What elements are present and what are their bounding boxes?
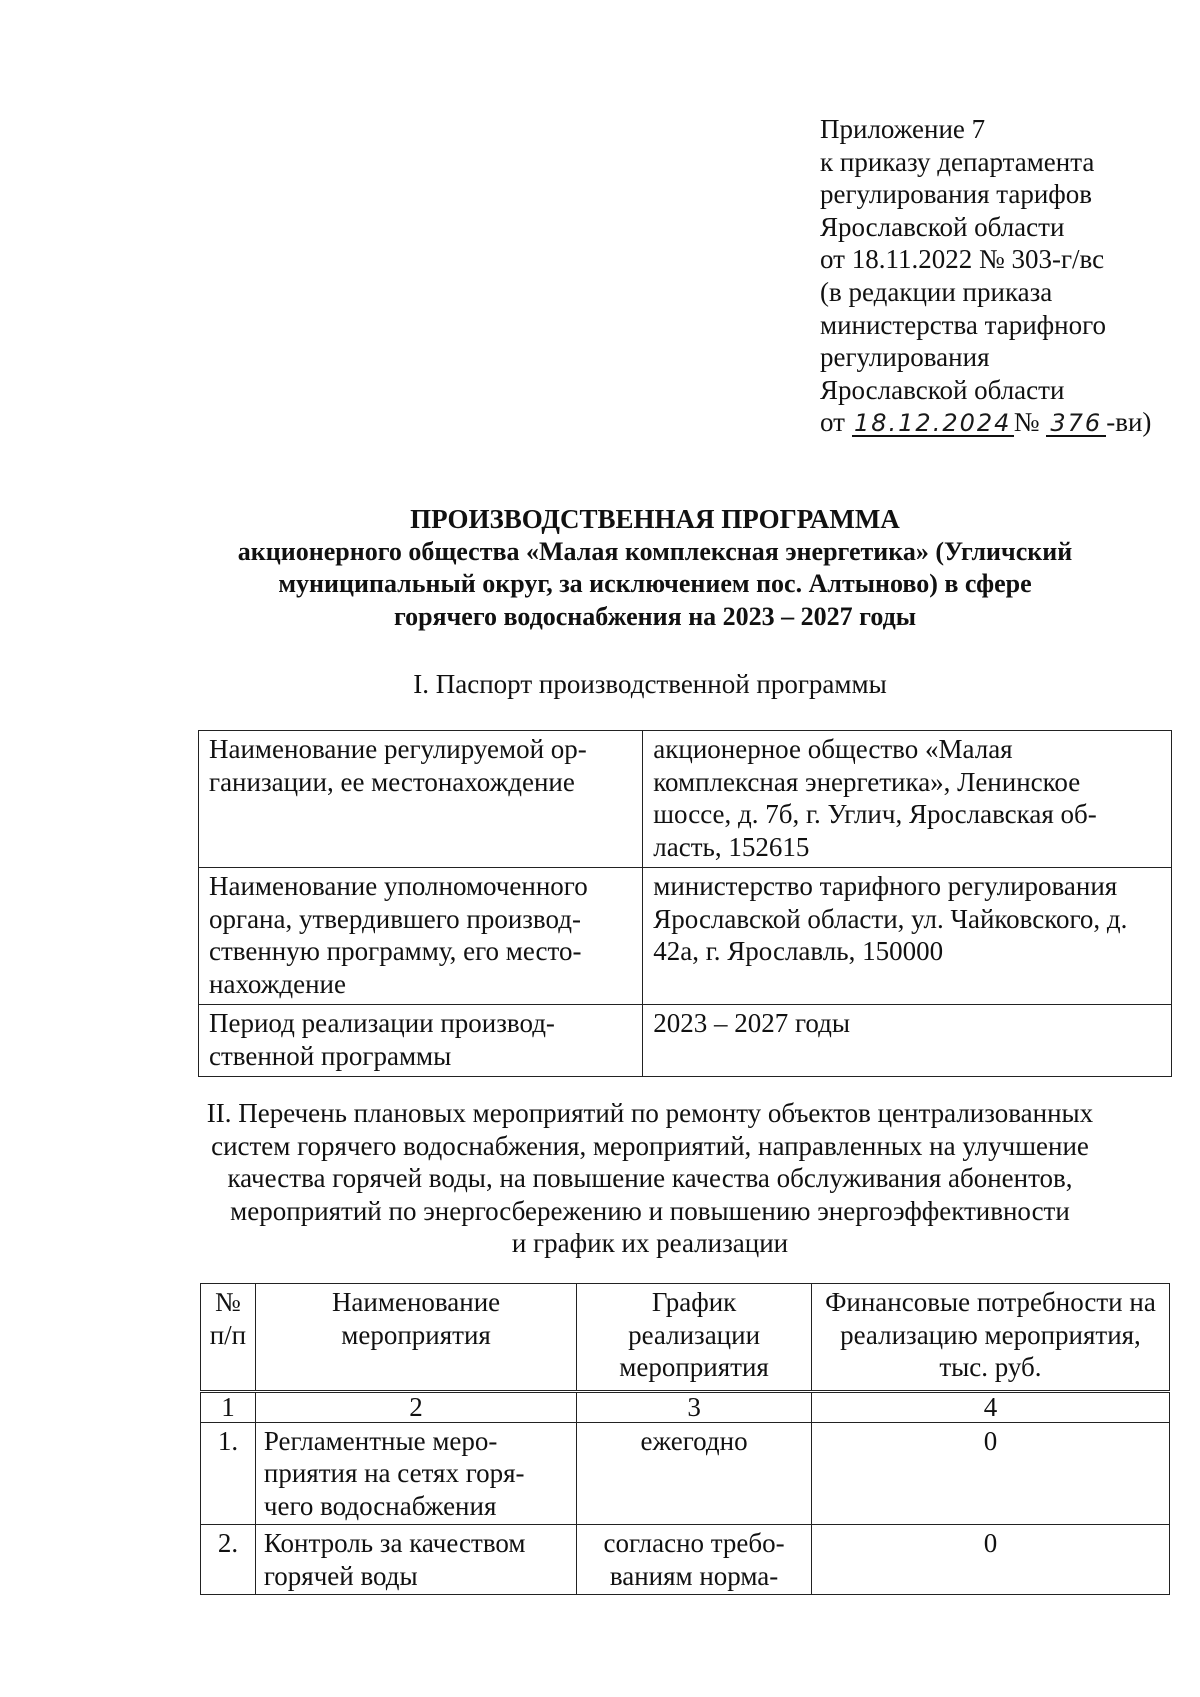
row-number: 1. [201,1422,256,1525]
measure-schedule: ежегодно [577,1422,812,1525]
table-row [201,1422,1170,1525]
measure-name: Контроль за качеством горячей воды [255,1525,576,1595]
column-number: 4 [811,1391,1169,1422]
appendix-line: (в редакции приказа [820,276,1053,307]
appendix-line: Ярославской области [820,374,1065,405]
table-row [201,1525,1170,1595]
passport-value: 2023 – 2027 годы [643,1005,1172,1077]
column-header-number: № п/п [201,1284,256,1392]
column-header-name: Наименование мероприятия [255,1284,576,1392]
passport-label: Наименование регулируемой ор-ганизации, ее местонахождение [199,731,643,868]
passport-value: акционерное общество «Малая комплексная энергетика», Ленинское шоссе, д. 7б, г. Углич, Ярославская об-ласть, 152615 [643,731,1172,868]
section2-heading-line: мероприятий по энергосбережению и повышению энергоэффективности [230,1195,1070,1226]
table-row [199,1005,1172,1077]
appendix-line: регулирования тарифов [820,179,1093,210]
measure-cost: 0 [811,1525,1169,1595]
measure-name: Регламентные меро-приятия на сетях горя-чего водоснабжения [255,1422,576,1525]
measure-schedule: согласно требо-ваниям норма- [577,1525,812,1595]
order-prefix: от [820,407,845,438]
column-header-cost: Финансовые потребности на реализацию мероприятия, тыс. руб. [811,1284,1169,1392]
table-row [199,731,1172,868]
section2-heading-line: и график их реализации [511,1228,789,1258]
column-number: 1 [201,1391,256,1422]
appendix-order-line [820,406,1180,439]
section2-heading-line: систем горячего водоснабжения, мероприятий, направленных на улучшение [211,1130,1089,1161]
appendix-line: к приказу департамента [820,146,1095,177]
order-suffix: -ви) [1106,407,1152,438]
measures-table [200,1283,1170,1595]
appendix-line: регулирования [820,342,990,373]
row-number: 2. [201,1525,256,1595]
section2-heading [140,1097,1160,1260]
section2-heading-line: II. Перечень плановых мероприятий по ремонту объектов централизованных [206,1098,1094,1128]
passport-table [198,730,1172,1077]
table-header-row [201,1284,1170,1392]
column-numbers-row [201,1391,1170,1422]
appendix-line: от 18.11.2022 № 303-г/вс [820,244,1105,275]
title-main: ПРОИЗВОДСТВЕННАЯ ПРОГРАММА [410,504,900,534]
column-header-schedule: График реализации мероприятия [577,1284,812,1392]
title-line: акционерного общества «Малая комплексная энергетика» (Угличский [237,536,1073,566]
measure-cost: 0 [811,1422,1169,1525]
title-line: муниципальный округ, за исключением пос. Алтыново) в сфере [278,569,1032,598]
document-title [150,503,1160,633]
section1-heading: I. Паспорт производственной программы [413,669,887,699]
number-sign: № [1013,407,1040,438]
table-row [199,868,1172,1005]
column-number: 3 [577,1391,812,1422]
passport-value: министерство тарифного регулирования Ярославской области, ул. Чайковского, д. 42а, г. Ярославль, 150000 [643,868,1172,1005]
handwritten-order-number: 376 [1046,411,1106,437]
appendix-block [820,113,1180,439]
title-line: горячего водоснабжения на 2023 – 2027 годы [393,601,917,631]
appendix-line: министерства тарифного [820,309,1107,340]
section2-heading-line: качества горячей воды, на повышение качества обслуживания абонентов, [227,1163,1073,1193]
appendix-line: Ярославской области [820,211,1065,242]
handwritten-order-date: 18.12.2024 [852,411,1014,437]
passport-label: Наименование уполномоченного органа, утвердившего производ-ственную программу, его место-нахождение [199,868,643,1005]
appendix-line: Приложение 7 [820,114,986,144]
column-number: 2 [255,1391,576,1422]
passport-label: Период реализации производ-ственной программы [199,1005,643,1077]
